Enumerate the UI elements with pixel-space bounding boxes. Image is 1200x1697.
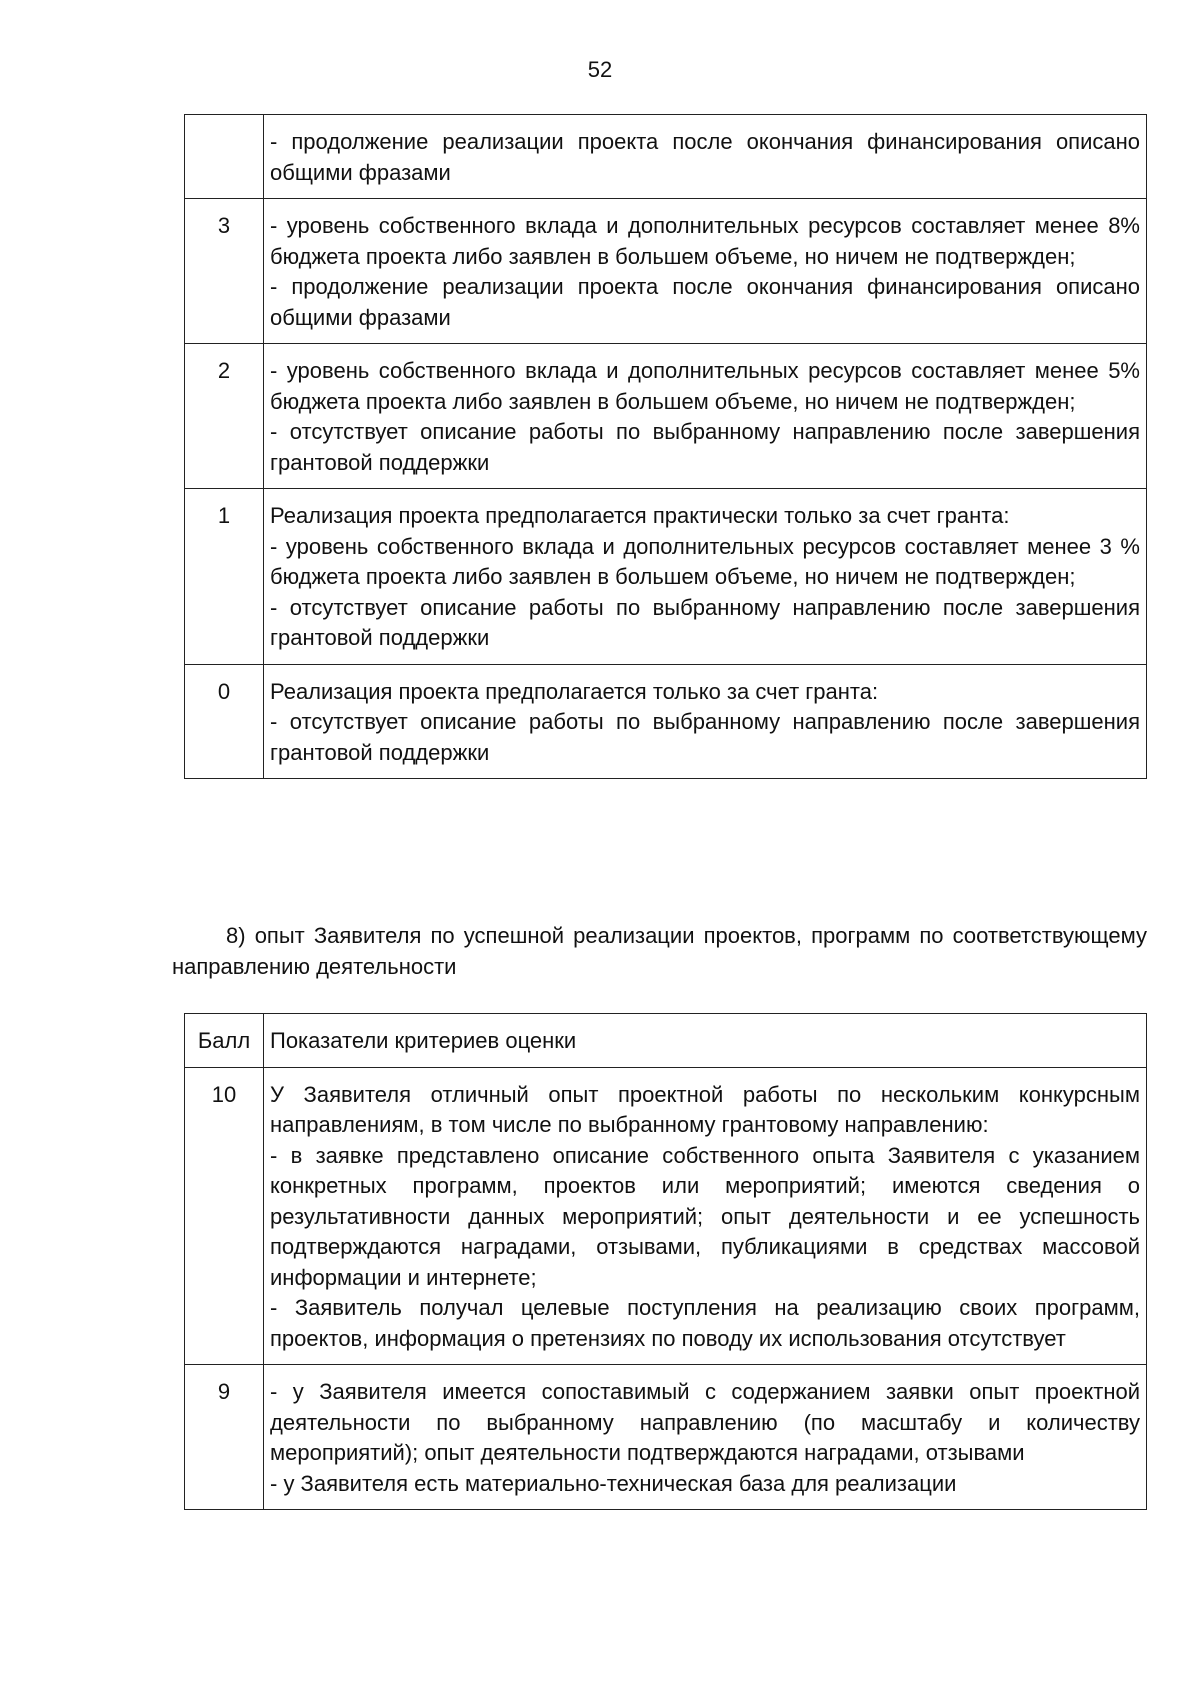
- description-line: - у Заявителя есть материально-техническая база для реализации: [270, 1470, 957, 1496]
- description-cell: [264, 1067, 1147, 1365]
- table-row: [185, 1067, 1147, 1365]
- score-cell: 2: [185, 344, 264, 489]
- description-line: - Заявитель получал целевые поступления на реализацию своих программ, проектов, информация о претензиях по поводу их использования отсутствует: [270, 1295, 1140, 1351]
- score-header: Балл: [185, 1014, 264, 1068]
- table-row: [185, 115, 1147, 199]
- criteria-table-8: [184, 1013, 1147, 1510]
- section-8-heading: 8) опыт Заявителя по успешной реализации проектов, программ по соответствующему направлению деятельности: [172, 923, 1147, 979]
- criteria-table-7: [184, 114, 1147, 779]
- score-cell: 0: [185, 664, 264, 779]
- description-cell: [264, 199, 1147, 344]
- score-cell: 3: [185, 199, 264, 344]
- page-number: 52: [587, 57, 613, 82]
- description-line: - у Заявителя имеется сопоставимый с содержанием заявки опыт проектной деятельности по выбранному направлению (по масштабу и количеству мероприятий); опыт деятельности подтверждаются наградами, отзывами: [270, 1379, 1140, 1465]
- description-cell: [264, 664, 1147, 779]
- description-line: Реализация проекта предполагается только за счет гранта:: [270, 678, 879, 704]
- description-line: У Заявителя отличный опыт проектной работы по нескольким конкурсным направлениям, в том числе по выбранному грантовому направлению:: [270, 1081, 1140, 1137]
- description-line: - уровень собственного вклада и дополнительных ресурсов составляет менее 8% бюджета проекта либо заявлен в большем объеме, но ничем не подтвержден;: [270, 213, 1140, 269]
- table-row: [185, 344, 1147, 489]
- score-cell: [185, 115, 264, 199]
- description-line: - отсутствует описание работы по выбранному направлению после завершения грантовой поддержки: [270, 709, 1140, 765]
- score-cell: 1: [185, 489, 264, 665]
- description-cell: [264, 1365, 1147, 1510]
- table-row: [185, 489, 1147, 665]
- table-row: [185, 1365, 1147, 1510]
- score-cell: 10: [185, 1067, 264, 1365]
- description-line: - в заявке представлено описание собственного опыта Заявителя с указанием конкретных программ, проектов или мероприятий; имеются сведения о результативности данных мероприятий; опыт деятельности и ее успешность подтверждаются наградами, отзывами, публикациями в средствах массовой информации и интернете;: [270, 1142, 1140, 1290]
- description-line: - уровень собственного вклада и дополнительных ресурсов составляет менее 5% бюджета проекта либо заявлен в большем объеме, но ничем не подтвержден;: [270, 358, 1140, 414]
- table-row: [185, 664, 1147, 779]
- description-cell: [264, 344, 1147, 489]
- description-header: Показатели критериев оценки: [264, 1014, 1147, 1068]
- description-cell: [264, 489, 1147, 665]
- score-cell: 9: [185, 1365, 264, 1510]
- description-line: - уровень собственного вклада и дополнительных ресурсов составляет менее 3 % бюджета проекта либо заявлен в большем объеме, но ничем не подтвержден;: [270, 533, 1140, 589]
- description-cell: [264, 115, 1147, 199]
- description-line: Реализация проекта предполагается практически только за счет гранта:: [270, 503, 1010, 528]
- description-line: - отсутствует описание работы по выбранному направлению после завершения грантовой поддержки: [270, 594, 1140, 650]
- description-line: - отсутствует описание работы по выбранному направлению после завершения грантовой поддержки: [270, 419, 1140, 475]
- table-row: [185, 199, 1147, 344]
- description-line: - продолжение реализации проекта после окончания финансирования описано общими фразами: [270, 274, 1140, 330]
- description-line: - продолжение реализации проекта после окончания финансирования описано общими фразами: [270, 129, 1140, 185]
- table-header-row: [185, 1014, 1147, 1068]
